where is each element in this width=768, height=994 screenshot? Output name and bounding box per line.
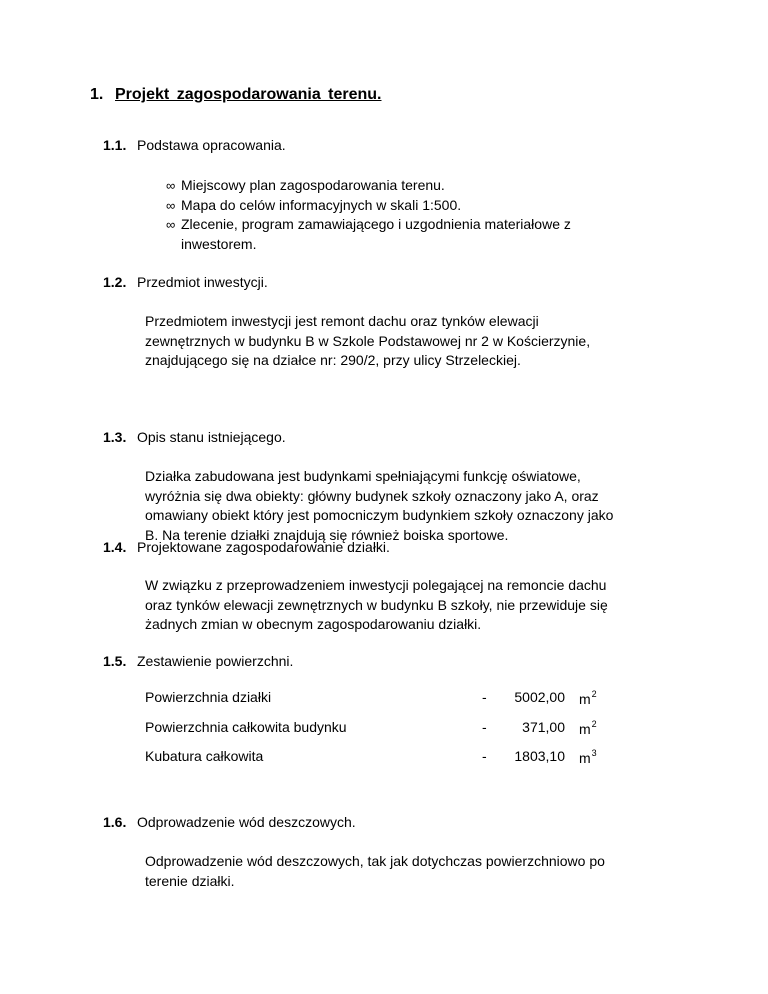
paragraph-line: znajdującego się na działce nr: 290/2, przy ulicy Strzeleckiej. — [145, 352, 521, 368]
section-title: Zestawienie powierzchni. — [137, 653, 294, 669]
main-heading — [90, 86, 382, 104]
paragraph-line: zewnętrznych w budynku B w Szkole Podstawowej nr 2 w Kościerzynie, — [145, 332, 591, 349]
section-number: 1.2. — [103, 274, 127, 290]
main-heading-text: Projekt zagospodarowania terenu. — [115, 86, 382, 103]
bullet-item — [166, 176, 571, 196]
section-number: 1.3. — [103, 429, 127, 445]
section-heading-1-2 — [103, 274, 268, 290]
section-heading-1-6 — [103, 814, 356, 830]
bullet-symbol: ∞ — [166, 217, 176, 232]
paragraph-odprowadzenie — [145, 852, 685, 891]
paragraph-projektowane — [145, 576, 685, 635]
section-number: 1.1. — [103, 137, 127, 153]
paragraph-line: Odprowadzenie wód deszczowych, tak jak dotychczas powierzchniowo po — [145, 853, 605, 869]
paragraph-line: W związku z przeprowadzeniem inwestycji polegającej na remoncie dachu — [145, 577, 607, 593]
paragraph-line: oraz tynków elewacji zewnętrznych w budynku B szkoły, nie przewiduje się — [145, 596, 608, 613]
paragraph-przedmiot — [145, 312, 685, 371]
area-row-dzialka — [145, 689, 615, 709]
bullet-text: Mapa do celów informacyjnych w skali 1:500. — [181, 196, 462, 213]
section-heading-1-5 — [103, 653, 293, 669]
section-title: Projektowane zagospodarowanie działki. — [137, 539, 390, 555]
area-value: 5002,00 — [514, 689, 565, 705]
section-heading-1-1 — [103, 137, 286, 153]
area-value: 1803,10 — [514, 748, 565, 764]
bullet-list — [166, 176, 571, 254]
area-row-kubatura — [145, 748, 615, 768]
bullet-symbol: ∞ — [166, 178, 176, 193]
bullet-item — [166, 215, 571, 254]
paragraph-line: terenie działki. — [145, 872, 235, 889]
paragraph-line: B. Na terenie działki znajdują się również boiska sportowe. — [145, 526, 509, 543]
area-label: Powierzchnia działki — [145, 689, 272, 705]
section-heading-1-3 — [103, 429, 286, 445]
main-heading-number: 1. — [90, 86, 104, 103]
section-number: 1.4. — [103, 539, 127, 555]
bullet-text: Miejscowy plan zagospodarowania terenu. — [181, 177, 445, 193]
section-number: 1.6. — [103, 814, 127, 830]
paragraph-line: omawiany obiekt który jest pomocniczym budynkiem szkoły oznaczony jako — [145, 507, 614, 523]
area-row-budynek — [145, 719, 615, 739]
section-number: 1.5. — [103, 653, 127, 669]
bullet-text-continued: inwestorem. — [181, 235, 257, 252]
area-unit: $m^2$ — [579, 689, 597, 707]
paragraph-line: żadnych zmian w obecnym zagospodarowaniu działki. — [145, 616, 482, 632]
paragraph-line: Przedmiotem inwestycji jest remont dachu oraz tynków elewacji — [145, 313, 539, 329]
area-unit: $m^3$ — [579, 748, 597, 766]
section-title: Opis stanu istniejącego. — [137, 429, 286, 445]
bullet-item — [166, 196, 571, 216]
area-unit: $m^2$ — [579, 719, 597, 737]
section-title: Podstawa opracowania. — [137, 137, 286, 153]
section-title: Odprowadzenie wód deszczowych. — [137, 814, 356, 830]
area-label: Powierzchnia całkowita budynku — [145, 719, 347, 735]
paragraph-line: wyróżnia się dwa obiekty: główny budynek szkoły oznaczony jako A, oraz — [145, 487, 599, 504]
area-value: 371,00 — [522, 719, 565, 735]
section-title: Przedmiot inwestycji. — [137, 274, 268, 290]
bullet-symbol: ∞ — [166, 197, 176, 213]
area-dash: - — [482, 719, 487, 735]
bullet-text: Zlecenie, program zamawiającego i uzgodnienia materiałowe z — [181, 216, 571, 232]
section-heading-1-4 — [103, 539, 390, 555]
area-dash: - — [482, 689, 487, 705]
area-label: Kubatura całkowita — [145, 748, 264, 764]
paragraph-opis — [145, 467, 685, 545]
area-dash: - — [482, 748, 487, 764]
paragraph-line: Działka zabudowana jest budynkami spełniającymi funkcję oświatowe, — [145, 468, 581, 484]
